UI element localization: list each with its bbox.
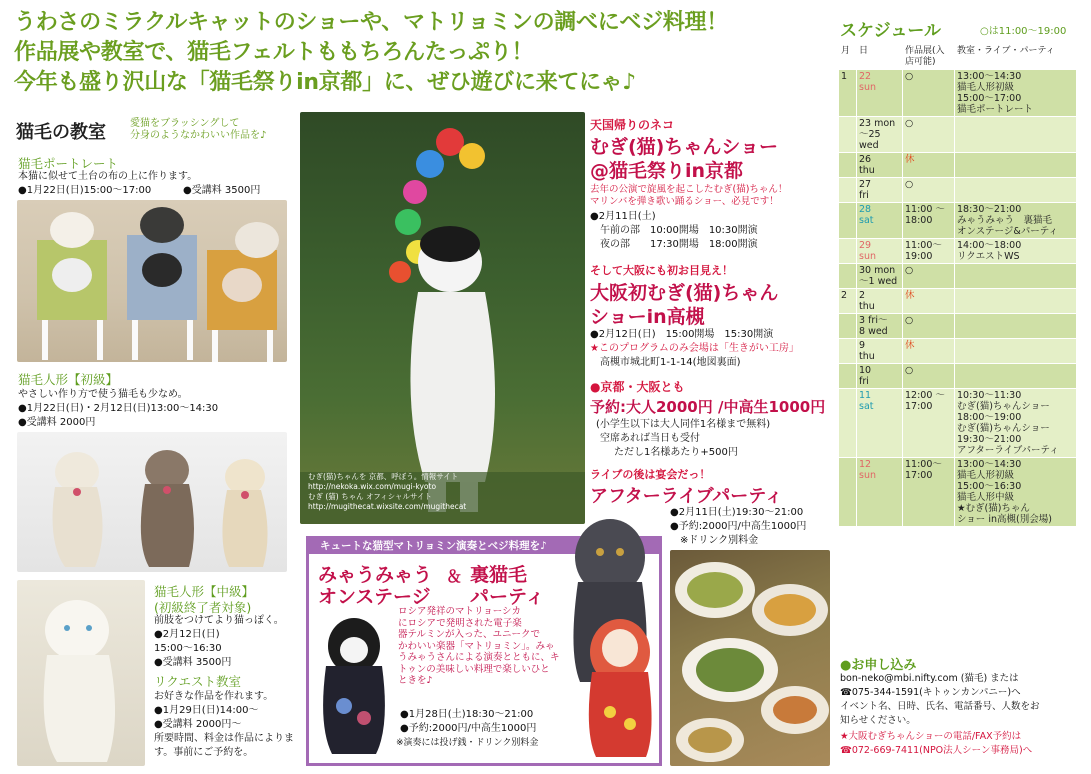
myau-desc-6: トゥンの美味しい料理で楽しいひと bbox=[398, 663, 550, 675]
doll-mid-title: 猫毛人形【中級】 bbox=[154, 584, 255, 599]
after-party-title: アフターライブパーティ bbox=[590, 486, 783, 507]
doll-mid-photo bbox=[17, 580, 145, 766]
schedule-row bbox=[839, 339, 1077, 364]
myau-desc-4: かわいい楽器「マトリョミン」。みゃ bbox=[398, 640, 555, 652]
cat-face-2 bbox=[142, 253, 182, 287]
schedule-month bbox=[839, 203, 857, 239]
schedule-event-line: むぎ(猫)ちゃんショー bbox=[957, 423, 1050, 434]
mugi-kicker: 天国帰りのネコ bbox=[590, 118, 675, 132]
schedule-events bbox=[955, 203, 1077, 239]
after-party-note: ※ドリンク別料金 bbox=[680, 535, 759, 546]
schedule-day-cell bbox=[857, 70, 903, 117]
mugi-title-1: むぎ(猫)ちゃんショー bbox=[590, 136, 778, 158]
apply-desc-1: イベント名、日時、氏名、電話番号、人数をお bbox=[840, 701, 1040, 712]
schedule-expo: 11:00～ 17:00 bbox=[903, 458, 955, 527]
schedule-header-expo: 作品展(入店可能) bbox=[903, 45, 955, 70]
schedule-day: 29 bbox=[859, 240, 872, 251]
doll-beginner-desc: やさしい作り方で使う猫毛も少なめ。 bbox=[18, 389, 188, 400]
apply-title: ●お申し込み bbox=[840, 658, 917, 673]
schedule-events bbox=[955, 364, 1077, 389]
classroom-subtitle-1: 愛猫をブラッシングして bbox=[130, 118, 240, 129]
request-note-1: 所要時間、料金は作品によりま bbox=[154, 733, 294, 744]
schedule-row bbox=[839, 117, 1077, 153]
schedule-header-events: 教室・ライブ・パーティ bbox=[955, 45, 1077, 70]
cat-matryoshka-dolls bbox=[560, 512, 660, 762]
schedule-day-cell bbox=[857, 239, 903, 264]
mugi-desc-2: マリンバを弾き歌い踊るショー、必見です！ bbox=[590, 196, 779, 207]
apply-email[interactable]: bon-neko@mbi.nifty.com (猫毛) または bbox=[840, 673, 1019, 684]
schedule-expo: 休 bbox=[903, 289, 955, 314]
schedule-event-line: 19:30～21:00 bbox=[957, 434, 1022, 445]
schedule-day: 2 bbox=[859, 290, 866, 301]
schedule-day: 28 bbox=[859, 204, 872, 215]
schedule-month bbox=[839, 339, 857, 364]
schedule-header-month: 月 bbox=[839, 45, 857, 70]
mugi-title-2: @猫毛祭りin京都 bbox=[590, 160, 744, 182]
schedule-weekday: sat bbox=[859, 215, 874, 226]
schedule-month bbox=[839, 364, 857, 389]
felt-portraits-illustration bbox=[17, 200, 287, 362]
schedule-row bbox=[839, 458, 1077, 527]
schedule-day: 22 bbox=[859, 71, 872, 82]
schedule-events bbox=[955, 70, 1077, 117]
schedule-weekday: fri bbox=[859, 190, 869, 201]
schedule-expo: 休 bbox=[903, 339, 955, 364]
portrait-date: ●1月22日(日)15:00～17:00 bbox=[18, 185, 152, 196]
schedule-day-cell bbox=[857, 264, 903, 289]
both-venues-label: ●京都・大阪とも bbox=[590, 380, 685, 394]
osaka-date: ●2月12日(日) 15:00開場 15:30開演 bbox=[590, 329, 774, 340]
schedule-month bbox=[839, 389, 857, 458]
mugi-desc-1: 去年の公演で旋風を起こしたむぎ(猫)ちゃん！ bbox=[590, 184, 788, 195]
schedule-event-line: 15:00～17:00 bbox=[957, 93, 1022, 104]
doll-mid-date: ●2月12日(日) bbox=[154, 629, 220, 640]
schedule-row bbox=[839, 264, 1077, 289]
schedule-row bbox=[839, 364, 1077, 389]
schedule-expo: 休 bbox=[903, 153, 955, 178]
schedule-day-cell bbox=[857, 364, 903, 389]
schedule-weekday: fri bbox=[859, 376, 869, 387]
schedule-event-line: リクエストWS bbox=[957, 251, 1020, 262]
black-cat-matryoshka bbox=[314, 606, 394, 756]
myau-desc-5: うみゃうさんによる演奏とともに、キ bbox=[398, 652, 560, 663]
schedule-event-line: 10:30～11:30 bbox=[957, 390, 1022, 401]
mugi-date: ●2月11日(土) bbox=[590, 211, 656, 222]
schedule-event-line: 13:00～14:30 bbox=[957, 459, 1022, 470]
schedule-title: スケジュール bbox=[840, 21, 941, 41]
cat-portrait-top-3 bbox=[235, 222, 279, 258]
schedule-event-line: ショー in高槻(別会場) bbox=[957, 514, 1052, 525]
schedule-weekday: thu bbox=[859, 351, 875, 362]
schedule-day: 27 bbox=[859, 179, 872, 190]
doll-mid-fee: ●受講料 3500円 bbox=[154, 657, 232, 668]
portrait-fee: ●受講料 3500円 bbox=[183, 185, 261, 196]
schedule-hours: ○は11:00～19:00 bbox=[980, 26, 1067, 37]
schedule-event-line: 14:00～18:00 bbox=[957, 240, 1022, 251]
schedule-month: 1 bbox=[839, 70, 857, 117]
request-fee: ●受講料 2000円～ bbox=[154, 719, 242, 730]
price-note-2: 空席あれば当日も受付 bbox=[600, 433, 700, 444]
schedule-row bbox=[839, 178, 1077, 203]
doll-beginner-fee: ●受講料 2000円 bbox=[18, 417, 96, 428]
schedule-row bbox=[839, 70, 1077, 117]
schedule-events bbox=[955, 289, 1077, 314]
mugi-costume-photo bbox=[300, 112, 585, 524]
headline-line-2: 作品展や教室で、猫毛フェルトももちろんたっぷり！ bbox=[14, 40, 534, 65]
myau-desc-2: にロシアで発明された電子楽 bbox=[398, 617, 522, 629]
schedule-month bbox=[839, 153, 857, 178]
schedule-day: 23 mon bbox=[859, 118, 896, 129]
classroom-title: 猫毛の教室 bbox=[16, 122, 106, 143]
apply-desc-2: 知らせください。 bbox=[840, 715, 916, 726]
cat-face-1 bbox=[52, 258, 92, 292]
schedule-day: 26 bbox=[859, 154, 872, 165]
food-plates-illustration bbox=[670, 550, 830, 766]
schedule-day: 12 bbox=[859, 459, 872, 470]
cat-portrait-top-1 bbox=[50, 212, 94, 248]
mugi-show-1: 午前の部 10:00開場 10:30開演 bbox=[600, 225, 758, 236]
schedule-events bbox=[955, 178, 1077, 203]
schedule-event-line: 18:30～21:00 bbox=[957, 204, 1022, 215]
schedule-row bbox=[839, 239, 1077, 264]
schedule-day-cell bbox=[857, 314, 903, 339]
schedule-weekday: sun bbox=[859, 251, 876, 262]
schedule-row bbox=[839, 289, 1077, 314]
myau-desc-1: ロシア発祥のマトリョーシカ bbox=[398, 606, 522, 617]
schedule-day-cell bbox=[857, 203, 903, 239]
schedule-weekday: thu bbox=[859, 301, 875, 312]
myau-title-1: みゃうみゃう bbox=[318, 564, 433, 586]
schedule-event-line: 18:00～19:00 bbox=[957, 412, 1022, 423]
schedule-expo: 11:00～ 19:00 bbox=[903, 239, 955, 264]
schedule-day-cell bbox=[857, 153, 903, 178]
headline-line-1: うわさのミラクルキャットのショーや、マトリョミンの調べにベジ料理！ bbox=[14, 10, 728, 35]
mugi-show-2: 夜の部 17:30開場 18:00開演 bbox=[600, 239, 758, 250]
after-party-date: ●2月11日(土)19:30～21:00 bbox=[670, 507, 804, 518]
photo-caption-4[interactable]: http://mugithecat.wixsite.com/mugithecat bbox=[308, 502, 467, 511]
schedule-event-line: 猫毛人形初級 bbox=[957, 470, 1015, 481]
schedule-month bbox=[839, 117, 857, 153]
doll-beginner-photo bbox=[17, 432, 287, 572]
schedule-weekday: thu bbox=[859, 165, 875, 176]
myau-title-4: パーティ bbox=[470, 586, 545, 608]
myau-ampersand: ＆ bbox=[446, 567, 463, 586]
classroom-subtitle-2: 分身のようなかわいい作品を♪ bbox=[130, 130, 267, 141]
schedule-day-cell bbox=[857, 117, 903, 153]
osaka-kicker: そして大阪にも初お目見え！ bbox=[590, 264, 733, 277]
schedule-event-line: 猫毛ポートレート bbox=[957, 104, 1034, 115]
myau-price: ●予約:2000円/中高生1000円 bbox=[400, 723, 537, 734]
schedule-month bbox=[839, 239, 857, 264]
schedule-weekday: sun bbox=[859, 82, 876, 93]
schedule-month bbox=[839, 264, 857, 289]
apply-osaka-1: ★大阪むぎちゃんショーの電話/FAX予約は bbox=[840, 731, 1022, 742]
felt-cat-dolls-illustration bbox=[17, 432, 287, 572]
schedule-day: 3 fri～ bbox=[859, 315, 888, 326]
schedule-events bbox=[955, 117, 1077, 153]
schedule-day-cell bbox=[857, 339, 903, 364]
cat-portrait-top-2 bbox=[140, 207, 184, 243]
doll-beginner-title: 猫毛人形【初級】 bbox=[18, 372, 119, 387]
schedule-expo: ○ bbox=[903, 364, 955, 389]
myau-desc-7: ときを♪ bbox=[398, 675, 433, 686]
schedule-table bbox=[838, 44, 1077, 527]
request-desc: お好きな作品を作れます。 bbox=[154, 691, 274, 702]
schedule-row bbox=[839, 389, 1077, 458]
schedule-events bbox=[955, 339, 1077, 364]
myau-kicker: キュートな猫型マトリョミン演奏とベジ料理を♪ bbox=[320, 540, 547, 552]
myau-title-3: オンステージ bbox=[318, 586, 431, 608]
photo-caption-3: むぎ (猫) ちゃん オフィシャルサイト bbox=[308, 492, 433, 501]
ticket-price: 予約:大人2000円 /中高生1000円 bbox=[590, 398, 826, 416]
schedule-day-cell bbox=[857, 458, 903, 527]
myau-description bbox=[398, 606, 564, 687]
schedule-month bbox=[839, 314, 857, 339]
headline-line-3: 今年も盛り沢山な「猫毛祭りin京都」に、ぜひ遊びに来てにゃ♪ bbox=[14, 70, 636, 95]
schedule-event-line: 13:00～14:30 bbox=[957, 71, 1022, 82]
schedule-event-line: 猫毛人形中級 bbox=[957, 492, 1015, 503]
schedule-month bbox=[839, 458, 857, 527]
schedule-row bbox=[839, 153, 1077, 178]
schedule-expo: ○ bbox=[903, 117, 955, 153]
schedule-expo: 11:00 ～18:00 bbox=[903, 203, 955, 239]
apply-osaka-2[interactable]: ☎072-669-7411(NPO法人シーン事務局)へ bbox=[840, 745, 1033, 756]
schedule-expo: ○ bbox=[903, 314, 955, 339]
felt-white-cat-illustration bbox=[17, 580, 145, 766]
price-note-3: ただし1名様あたり+500円 bbox=[614, 447, 738, 458]
schedule-day-cell bbox=[857, 389, 903, 458]
schedule-event-line: みゃうみゃう 裏猫毛 bbox=[957, 215, 1053, 226]
portrait-desc: 本猫に似せて土台の布の上に作ります。 bbox=[18, 171, 198, 182]
after-party-price: ●予約:2000円/中高生1000円 bbox=[670, 521, 807, 532]
schedule-event-line: むぎ(猫)ちゃんショー bbox=[957, 401, 1050, 412]
schedule-event-line: 猫毛人形初級 bbox=[957, 82, 1015, 93]
request-title: リクエスト教室 bbox=[154, 674, 242, 689]
schedule-events bbox=[955, 153, 1077, 178]
osaka-title-2: ショーin高槻 bbox=[590, 306, 705, 328]
schedule-expo: ○ bbox=[903, 70, 955, 117]
schedule-day-cell bbox=[857, 178, 903, 203]
schedule-expo: ○ bbox=[903, 264, 955, 289]
request-date: ●1月29日(日)14:00～ bbox=[154, 705, 259, 716]
osaka-title-1: 大阪初むぎ(猫)ちゃん bbox=[590, 282, 779, 304]
myau-note: ※演奏には投げ銭・ドリンク別料金 bbox=[396, 738, 539, 748]
schedule-events bbox=[955, 314, 1077, 339]
schedule-event-line: アフターライブパーティ bbox=[957, 445, 1059, 456]
doll-mid-desc: 前肢をつけてより猫っぽく。 bbox=[154, 615, 284, 626]
schedule-day-cell bbox=[857, 289, 903, 314]
doll-mid-time: 15:00～16:30 bbox=[154, 643, 222, 654]
schedule-row bbox=[839, 203, 1077, 239]
schedule-weekday: 8 wed bbox=[859, 326, 888, 337]
schedule-weekday: sat bbox=[859, 401, 874, 412]
vegan-food-photo bbox=[670, 550, 830, 766]
portrait-title: 猫毛ポートレート bbox=[18, 156, 119, 171]
portrait-photo bbox=[17, 200, 287, 362]
myau-title-2: 裏猫毛 bbox=[470, 564, 528, 586]
after-party-kicker: ライブの後は宴会だっ！ bbox=[590, 468, 711, 481]
schedule-row bbox=[839, 314, 1077, 339]
osaka-address: 高槻市城北町1-1-14(地図裏面) bbox=[600, 357, 741, 368]
schedule-day: 11 bbox=[859, 390, 872, 401]
schedule-event-line: オンステージ&パーティ bbox=[957, 226, 1058, 237]
photo-caption-1: むぎ(猫)ちゃんを 京都、呼ぼう。情報サイト bbox=[308, 472, 459, 481]
doll-mid-note: (初級終了者対象) bbox=[154, 600, 252, 615]
myau-date: ●1月28日(土)18:30～21:00 bbox=[400, 709, 534, 720]
schedule-weekday: ～1 wed bbox=[859, 276, 898, 287]
cat-costume-illustration bbox=[300, 112, 585, 524]
osaka-venue-note: ★このプログラムのみ会場は「生きがい工房」 bbox=[590, 343, 799, 354]
schedule-event-line: ★むぎ(猫)ちゃん bbox=[957, 503, 1030, 514]
photo-caption-2[interactable]: http://nekoka.wix.com/mugi-kyoto bbox=[308, 482, 437, 491]
schedule-day: 10 bbox=[859, 365, 872, 376]
schedule-expo: 12:00 ～17:00 bbox=[903, 389, 955, 458]
request-note-2: す。事前にご予約を。 bbox=[154, 747, 254, 758]
schedule-weekday: ～25 wed bbox=[859, 129, 881, 151]
schedule-day: 9 bbox=[859, 340, 866, 351]
apply-tel[interactable]: ☎075-344-1591(キトゥンカンパニー)へ bbox=[840, 687, 1021, 698]
schedule-events bbox=[955, 264, 1077, 289]
schedule-month bbox=[839, 178, 857, 203]
cat-face-3 bbox=[222, 268, 262, 302]
schedule-month: 2 bbox=[839, 289, 857, 314]
doll-beginner-date: ●1月22日(日)・2月12日(日)13:00～14:30 bbox=[18, 403, 219, 414]
price-note-1: (小学生以下は大人同伴1名様まで無料) bbox=[596, 419, 771, 430]
schedule-weekday: sun bbox=[859, 470, 876, 481]
schedule-header-day: 日 bbox=[857, 45, 903, 70]
schedule-events bbox=[955, 239, 1077, 264]
schedule-events bbox=[955, 389, 1077, 458]
schedule-day: 30 mon bbox=[859, 265, 896, 276]
schedule-events bbox=[955, 458, 1077, 527]
schedule-event-line: 15:00～16:30 bbox=[957, 481, 1022, 492]
myau-desc-3: 器テルミンが入った、ユニークで bbox=[398, 629, 541, 640]
schedule-expo: ○ bbox=[903, 178, 955, 203]
